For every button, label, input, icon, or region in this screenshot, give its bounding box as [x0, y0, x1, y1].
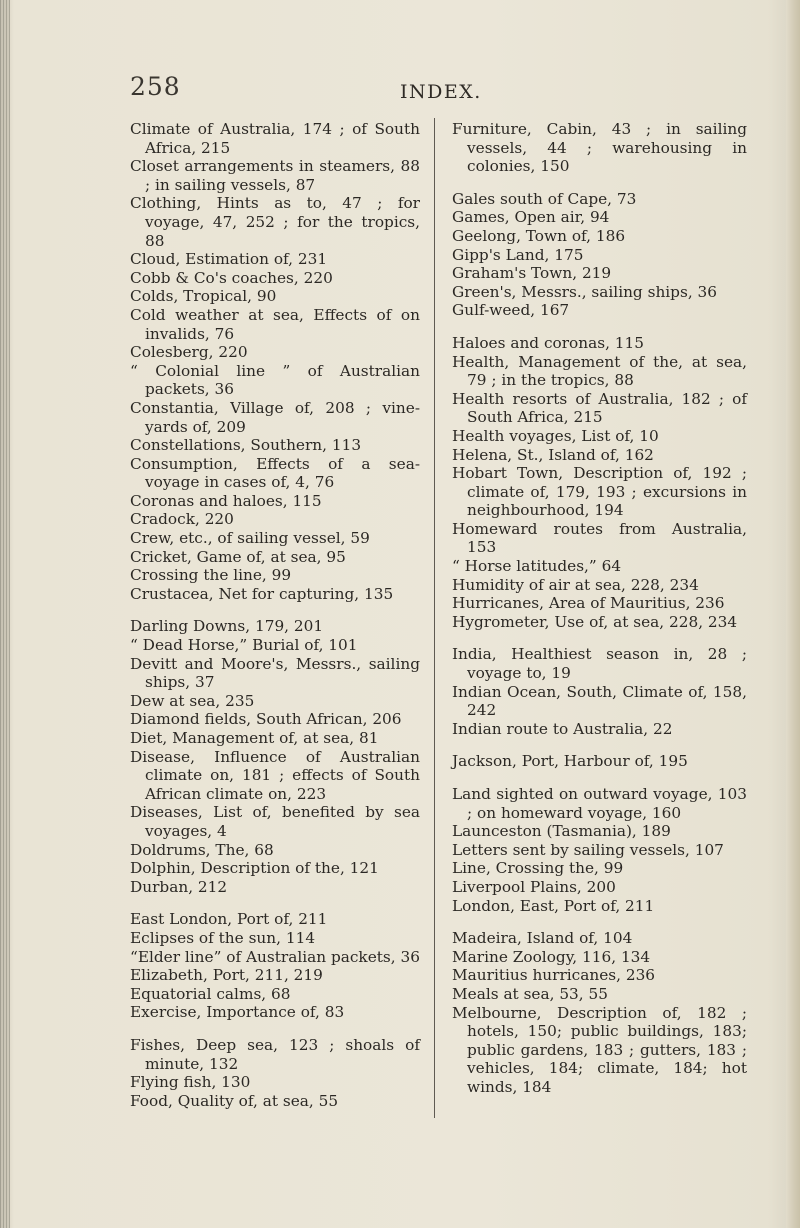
- index-entry: Doldrums, The, 68: [130, 840, 274, 859]
- index-entry: Diet, Management of, at sea, 81: [130, 729, 379, 747]
- index-column-right: [452, 120, 747, 1097]
- index-entry: Cradock, 220: [130, 510, 234, 529]
- index-entry: Durban, 212: [130, 877, 228, 896]
- index-entry: Health voyages, List of, 10: [452, 426, 659, 445]
- section-gap: [130, 896, 420, 910]
- index-entry: “ Horse latitudes,” 64: [452, 557, 622, 576]
- index-entry: Line, Crossing the, 99: [452, 859, 624, 878]
- section-gap: [452, 320, 747, 334]
- index-entry: Gulf-weed, 167: [452, 301, 570, 320]
- index-entry: Hobart Town, Description of, 192 ; climate of, 179, 193 ; excursions in neighbourhood, 194: [452, 464, 747, 520]
- index-entry: Equatorial calms, 68: [130, 984, 291, 1003]
- index-column-left: [130, 120, 420, 1110]
- index-entry: Games, Open air, 94: [452, 208, 610, 227]
- index-entry: Crustacea, Net for capturing, 135: [130, 584, 394, 603]
- index-entry: Indian route to Australia, 22: [452, 719, 673, 738]
- index-entry: Graham's Town, 219: [452, 264, 612, 283]
- index-entry: Jackson, Port, Harbour of, 195: [452, 752, 688, 771]
- index-entry: Disease, Influence of Australian climate on, 181 ; effects of South African climate on, 223: [130, 747, 420, 803]
- index-entry: Launceston (Tasmania), 189: [452, 822, 671, 841]
- index-entry: Geelong, Town of, 186: [452, 226, 626, 245]
- index-entry: Colds, Tropical, 90: [130, 287, 277, 306]
- section-gap: [452, 771, 747, 785]
- page-gutter: [0, 0, 10, 1228]
- section-gap: [130, 1022, 420, 1036]
- index-entry: Food, Quality of, at sea, 55: [130, 1091, 339, 1110]
- index-entry: Cricket, Game of, at sea, 95: [130, 547, 346, 566]
- page-edge: [786, 0, 800, 1228]
- index-entry: Cloud, Estimation of, 231: [130, 250, 328, 269]
- page-number: 258: [130, 72, 181, 101]
- index-entry: Dew at sea, 235: [130, 691, 255, 710]
- index-entry: “Elder line” of Australian packets, 36: [130, 947, 420, 966]
- index-entry: Crew, etc., of sailing vessel, 59: [130, 529, 370, 548]
- index-entry: Gales south of Cape, 73: [452, 189, 637, 208]
- index-entry: Melbourne, Description of, 182 ; hotels, 150; public buildings, 183; public gardens, 183 ; gutters, 183 ; vehicles, 184; climate, 184; hot winds, 184: [452, 1003, 747, 1096]
- section-gap: [130, 603, 420, 617]
- index-entry: London, East, Port of, 211: [452, 896, 655, 915]
- index-entry: Colesberg, 220: [130, 343, 248, 362]
- section-gap: [452, 631, 747, 645]
- running-head: INDEX.: [400, 81, 482, 103]
- index-entry: “ Colonial line ” of Australian packets, 36: [130, 361, 420, 399]
- index-entry: Furniture, Cabin, 43 ; in sailing vessels, 44 ; warehousing in colonies, 150: [452, 120, 747, 176]
- index-entry: Crossing the line, 99: [130, 566, 292, 585]
- index-entry: Madeira, Island of, 104: [452, 929, 633, 948]
- index-entry: Darling Downs, 179, 201: [130, 617, 324, 636]
- index-entry: Marine Zoology, 116, 134: [452, 947, 651, 966]
- index-entry: “ Dead Horse,” Burial of, 101: [130, 636, 358, 655]
- index-entry: Hygrometer, Use of, at sea, 228, 234: [452, 612, 738, 631]
- index-entry: Eclipses of the sun, 114: [130, 928, 316, 947]
- index-entry: Cobb & Co's coaches, 220: [130, 268, 333, 287]
- index-entry: Health, Management of the, at sea, 79 ; in the tropics, 88: [452, 352, 747, 390]
- index-entry: Hurricanes, Area of Mauritius, 236: [452, 594, 725, 613]
- index-entry: Mauritius hurricanes, 236: [452, 966, 656, 985]
- index-entry: Elizabeth, Port, 211, 219: [130, 966, 323, 985]
- index-entry: Devitt and Moore's, Messrs., sailing ships, 37: [130, 654, 420, 692]
- index-entry: Diamond fields, South African, 206: [130, 710, 402, 729]
- column-divider: [434, 118, 435, 1118]
- index-entry: Green's, Messrs., sailing ships, 36: [452, 282, 718, 301]
- section-gap: [452, 738, 747, 752]
- index-entry: Land sighted on outward voyage, 103 ; on homeward voyage, 160: [452, 785, 747, 822]
- index-entry: Closet arrangements in steamers, 88 ; in sailing vessels, 87: [130, 157, 420, 194]
- index-entry: Cold weather at sea, Effects of on invalids, 76: [130, 305, 420, 343]
- index-entry: Constellations, Southern, 113: [130, 436, 362, 455]
- index-entry: Letters sent by sailing vessels, 107: [452, 840, 724, 859]
- index-entry: Fishes, Deep sea, 123 ; shoals of minute, 132: [130, 1035, 420, 1073]
- index-entry: Helena, St., Island of, 162: [452, 445, 654, 464]
- index-entry: East London, Port of, 211: [130, 910, 328, 929]
- index-entry: Constantia, Village of, 208 ; vine-yards of, 209: [130, 398, 420, 436]
- index-entry: Consumption, Effects of a sea-voyage in cases of, 4, 76: [130, 454, 420, 492]
- index-entry: Haloes and coronas, 115: [452, 333, 644, 352]
- index-entry: Homeward routes from Australia, 153: [452, 519, 747, 557]
- index-entry: Exercise, Importance of, 83: [130, 1003, 345, 1022]
- index-entry: Coronas and haloes, 115: [130, 491, 322, 510]
- section-gap: [452, 915, 747, 929]
- index-entry: Gipp's Land, 175: [452, 245, 584, 264]
- index-entry: India, Healthiest season in, 28 ; voyage to, 19: [452, 645, 747, 683]
- index-entry: Flying fish, 130: [130, 1073, 251, 1092]
- index-entry: Climate of Australia, 174 ; of South Africa, 215: [130, 120, 420, 157]
- index-entry: Health resorts of Australia, 182 ; of South Africa, 215: [452, 389, 747, 427]
- index-entry: Diseases, List of, benefited by sea voyages, 4: [130, 803, 420, 840]
- index-entry: Humidity of air at sea, 228, 234: [452, 575, 699, 594]
- index-entry: Indian Ocean, South, Climate of, 158, 242: [452, 682, 747, 720]
- index-entry: Liverpool Plains, 200: [452, 877, 616, 896]
- index-entry: Dolphin, Description of the, 121: [130, 859, 379, 878]
- section-gap: [452, 176, 747, 190]
- index-entry: Clothing, Hints as to, 47 ; for voyage, 47, 252 ; for the tropics, 88: [130, 194, 420, 250]
- index-entry: Meals at sea, 53, 55: [452, 984, 608, 1003]
